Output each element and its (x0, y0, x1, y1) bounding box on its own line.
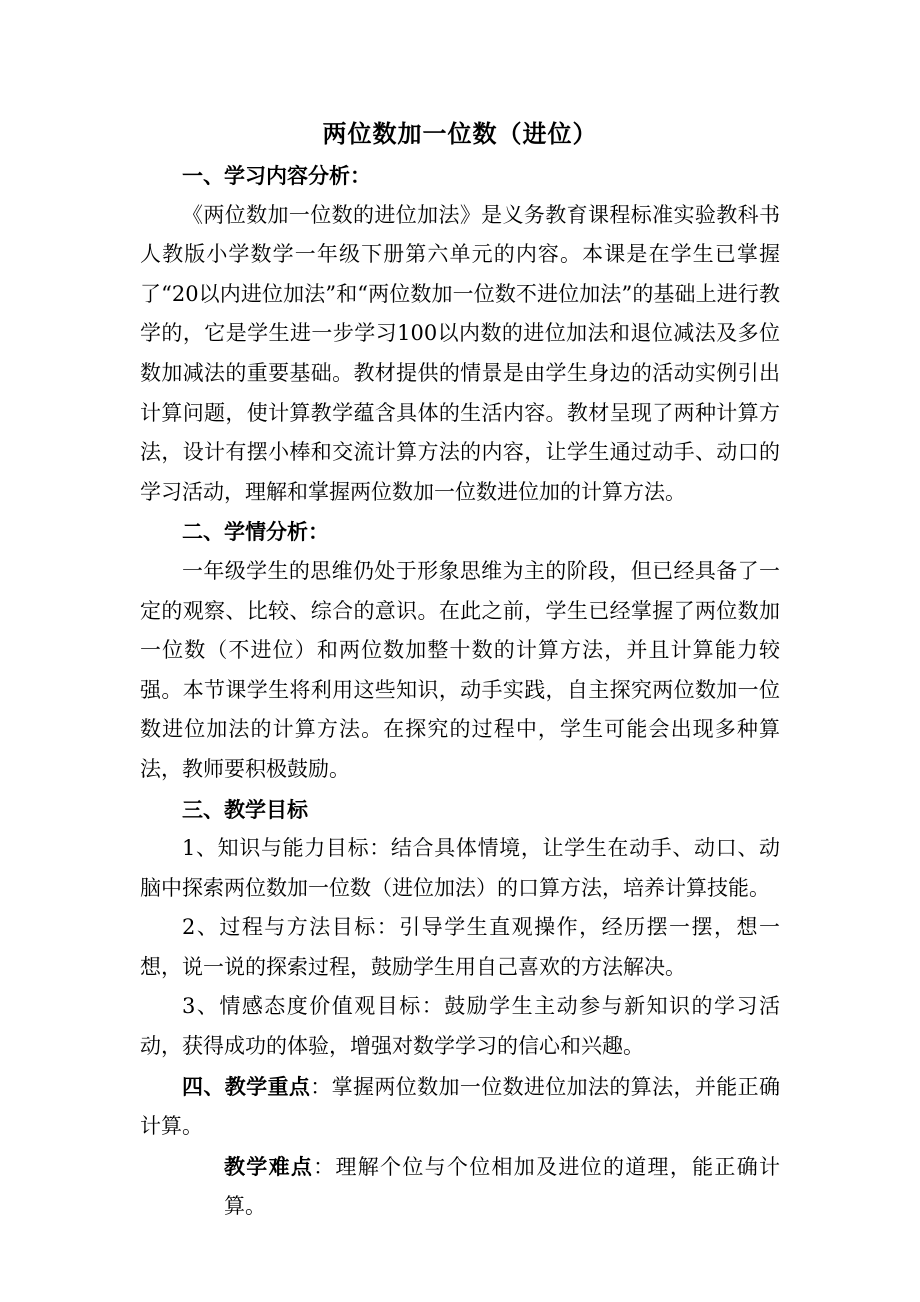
difficulty-text: ：理解个位与个位相加及进位的道理，能正确计算。 (224, 1154, 781, 1219)
difficulty-paragraph (140, 1147, 780, 1227)
key-point-paragraph (140, 1067, 780, 1147)
section-heading-student-analysis: 二、学情分析： (182, 519, 329, 545)
goal-item-knowledge: 1、知识与能力目标：结合具体情境，让学生在动手、动口、动脑中探索两位数加一位数（进位加法）的口算方法，培养计算技能。 (140, 836, 780, 900)
goal-item-attitude: 3、情感态度价值观目标：鼓励学生主动参与新知识的学习活动，获得成功的体验，增强对数学学习的信心和兴趣。 (140, 994, 780, 1059)
document-title: 两位数加一位数（进位） (322, 119, 598, 148)
key-point-text: ：掌握两位数加一位数进位加法的算法，并能正确计算。 (140, 1074, 781, 1139)
key-point-label: 四、教学重点 (182, 1073, 311, 1099)
document-body (140, 156, 780, 1227)
paragraph-student-analysis: 一年级学生的思维仍处于形象思维为主的阶段，但已经具备了一定的观察、比较、综合的意识。在此之前，学生已经掌握了两位数加一位数（不进位）和两位数加整十数的计算方法，并且计算能力较强。本节课学生将利用这些知识，动手实践，自主探究两位数加一位数进位加法的计算方法。在探究的过程中，学生可能会出现多种算法，教师要积极鼓励。 (140, 558, 780, 781)
paragraph-content-analysis: 《两位数加一位数的进位加法》是义务教育课程标准实验教科书人教版小学数学一年级下册第六单元的内容。本课是在学生已掌握了“20以内进位加法”和“两位数加一位数不进位加法”的基础上进行教学的，它是学生进一步学习100以内数的进位加法和退位减法及多位数加减法的重要基础。教材提供的情景是由学生身边的活动实例引出计算问题，使计算教学蕴含具体的生活内容。教材呈现了两种计算方法，设计有摆小棒和交流计算方法的内容，让学生通过动手、动口的学习活动，理解和掌握两位数加一位数进位加的计算方法。 (140, 202, 780, 504)
difficulty-label: 教学难点 (224, 1153, 314, 1179)
goal-item-process: 2、过程与方法目标：引导学生直观操作，经历摆一摆，想一想，说一说的探索过程，鼓励学生用自己喜欢的方法解决。 (140, 915, 780, 979)
section-heading-teaching-goals: 三、教学目标 (182, 796, 308, 822)
section-heading-content-analysis: 一、学习内容分析： (182, 163, 371, 188)
